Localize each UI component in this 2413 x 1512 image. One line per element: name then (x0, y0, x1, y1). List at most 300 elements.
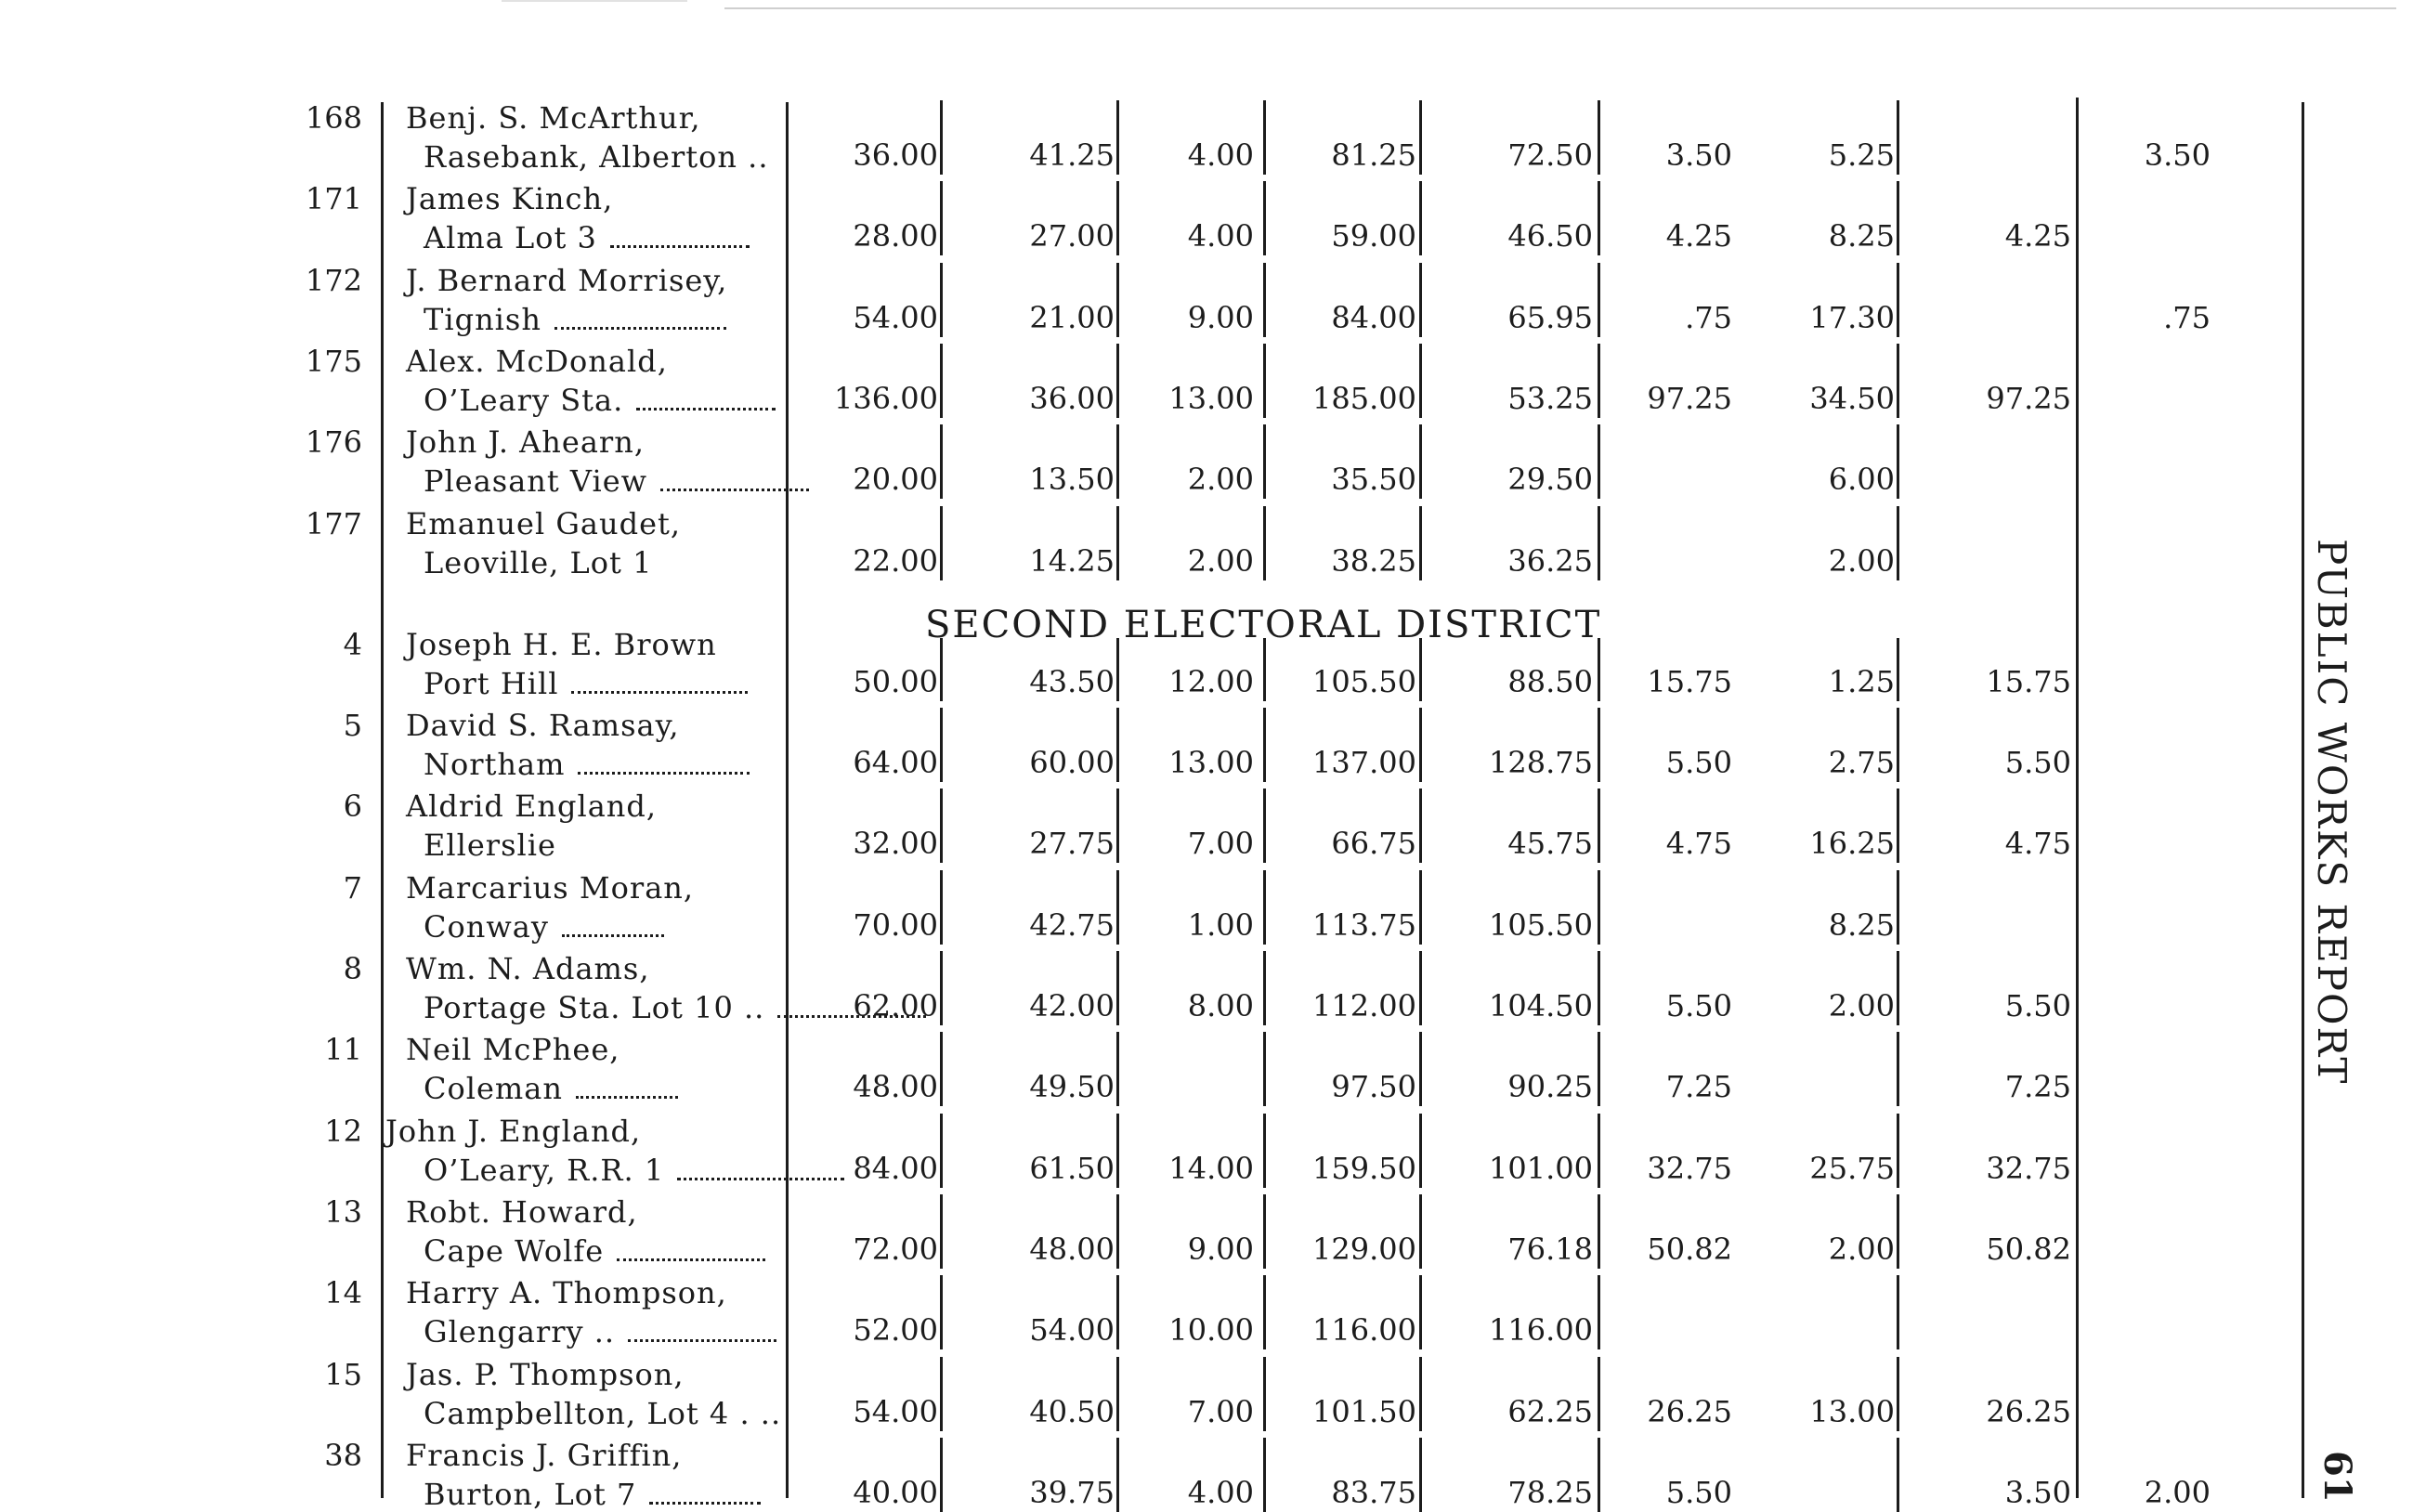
amount-cell: 84.00 (1331, 299, 1416, 335)
amount-cell: 59.00 (1331, 218, 1416, 254)
amount-cell: 26.25 (1986, 1393, 2071, 1429)
column-tick (1116, 638, 1119, 701)
amount-cell: 7.25 (1665, 1069, 1732, 1105)
district-heading: SECOND ELECTORAL DISTRICT (925, 604, 1602, 646)
column-tick (1419, 638, 1422, 701)
amount-cell: 2.00 (1187, 462, 1254, 498)
column-tick (1263, 263, 1266, 337)
row-address (424, 1071, 678, 1106)
column-tick (1598, 789, 1600, 863)
amount-cell: 76.18 (1507, 1231, 1593, 1267)
row-number: 15 (324, 1356, 362, 1392)
row-address (424, 1153, 844, 1188)
column-tick (1897, 870, 1899, 945)
row-address (424, 139, 768, 175)
amount-cell: 2.00 (1828, 988, 1895, 1023)
amount-cell: 5.50 (1665, 1474, 1732, 1510)
amount-cell: 129.00 (1312, 1231, 1416, 1267)
amount-cell: 48.00 (853, 1069, 938, 1105)
row-number: 12 (324, 1113, 362, 1149)
column-tick (1897, 1114, 1899, 1188)
row-address-text: Conway (424, 908, 549, 945)
amount-cell: 81.25 (1331, 137, 1416, 173)
amount-cell: 45.75 (1507, 826, 1593, 862)
amount-cell: 62.25 (1507, 1393, 1593, 1429)
amount-cell: 36.00 (853, 137, 938, 173)
amount-cell: 72.50 (1507, 137, 1593, 173)
column-tick (1419, 1194, 1422, 1269)
column-tick (1419, 1114, 1422, 1188)
amount-cell: 3.50 (2144, 137, 2211, 173)
row-name: David S. Ramsay, (406, 708, 680, 744)
column-tick (1263, 181, 1266, 255)
column-tick (1419, 870, 1422, 945)
amount-cell: 97.25 (1986, 380, 2071, 416)
column-tick (940, 344, 943, 418)
amount-cell: 4.75 (1665, 826, 1732, 862)
amount-cell: 15.75 (1647, 663, 1732, 699)
row-number: 172 (305, 262, 362, 298)
column-tick (1263, 870, 1266, 945)
amount-cell: 2.00 (1828, 542, 1895, 579)
row-number: 5 (343, 708, 362, 744)
amount-cell: 10.00 (1168, 1312, 1254, 1349)
row-name: Emanuel Gaudet, (406, 505, 682, 541)
column-tick (940, 263, 943, 337)
amount-cell: 28.00 (853, 218, 938, 254)
column-tick (1116, 708, 1119, 782)
amount-cell: 2.00 (1828, 1231, 1895, 1267)
amount-cell: 40.00 (853, 1474, 938, 1510)
column-tick (1598, 1194, 1600, 1269)
column-tick (940, 789, 943, 863)
row-name: Alex. McDonald, (406, 343, 668, 379)
row-number: 11 (324, 1032, 362, 1068)
column-tick (1897, 344, 1899, 418)
amount-cell: 136.00 (834, 380, 938, 416)
amount-cell: 4.00 (1187, 218, 1254, 254)
column-tick (1897, 1194, 1899, 1269)
amount-cell: 32.75 (1647, 1150, 1732, 1186)
amount-cell: 6.00 (1828, 462, 1895, 498)
row-address (424, 909, 664, 945)
amount-cell: 52.00 (853, 1312, 938, 1349)
row-address (424, 666, 748, 701)
column-tick (1598, 1357, 1600, 1431)
amount-cell: 40.50 (1029, 1393, 1115, 1429)
row-address-text: Tignish (424, 301, 541, 337)
amount-cell: 65.95 (1507, 299, 1593, 335)
leader-dots (562, 925, 664, 937)
page-number: 61 (2315, 1451, 2359, 1503)
amount-cell: 42.75 (1029, 906, 1115, 943)
column-tick (1897, 708, 1899, 782)
amount-cell: 35.50 (1331, 462, 1416, 498)
amount-cell: 39.75 (1029, 1474, 1115, 1510)
row-number: 171 (305, 181, 362, 217)
row-address-text: Cape Wolfe (424, 1232, 605, 1269)
column-tick (940, 1357, 943, 1431)
amount-cell: 54.00 (853, 1393, 938, 1429)
row-name: J. Bernard Morrisey, (406, 262, 728, 298)
column-tick (1598, 1032, 1600, 1106)
column-tick (1116, 263, 1119, 337)
amount-cell: 48.00 (1029, 1231, 1115, 1267)
leader-dots (571, 682, 748, 694)
amount-cell: 101.00 (1489, 1150, 1593, 1186)
amount-cell: 26.25 (1647, 1393, 1732, 1429)
amount-cell: 20.00 (853, 462, 938, 498)
leader-dots (649, 1492, 761, 1505)
row-name: Francis J. Griffin, (406, 1437, 683, 1473)
column-tick (1897, 263, 1899, 337)
column-tick (1598, 638, 1600, 701)
top-edge-rule (724, 7, 2396, 9)
amount-cell: 13.00 (1809, 1393, 1895, 1429)
row-number: 6 (343, 789, 362, 825)
column-rule-number (381, 102, 384, 1498)
column-tick (1598, 344, 1600, 418)
column-tick (1598, 870, 1600, 945)
amount-cell: 62.00 (853, 988, 938, 1023)
amount-cell: 50.00 (853, 663, 938, 699)
column-tick (940, 951, 943, 1025)
amount-cell: .75 (2163, 299, 2211, 335)
amount-cell: 101.50 (1312, 1393, 1416, 1429)
leader-dots (554, 318, 726, 330)
amount-cell: 2.00 (2144, 1474, 2211, 1510)
amount-cell: 50.82 (1986, 1231, 2071, 1267)
row-name: Harry A. Thompson, (406, 1275, 727, 1311)
column-tick (1116, 951, 1119, 1025)
amount-cell: 49.50 (1029, 1069, 1115, 1105)
row-name: Benj. S. McArthur, (406, 100, 701, 136)
column-rule-name (786, 102, 789, 1498)
column-tick (1116, 1032, 1119, 1106)
amount-cell: 61.50 (1029, 1150, 1115, 1186)
column-tick (1116, 100, 1119, 175)
amount-cell: 116.00 (1312, 1312, 1416, 1349)
column-tick (1263, 638, 1266, 701)
column-tick (1419, 789, 1422, 863)
amount-cell: 12.00 (1168, 663, 1254, 699)
amount-cell: 34.50 (1809, 380, 1895, 416)
column-tick (1263, 100, 1266, 175)
amount-cell: 27.75 (1029, 826, 1115, 862)
column-tick (1419, 263, 1422, 337)
row-address (424, 1396, 781, 1431)
amount-cell: 5.50 (1665, 745, 1732, 781)
row-address (424, 1314, 776, 1349)
column-tick (1598, 1114, 1600, 1188)
column-tick (1598, 1275, 1600, 1349)
amount-cell: 32.00 (853, 826, 938, 862)
column-tick (1897, 181, 1899, 255)
column-tick (1419, 1032, 1422, 1106)
amount-cell: 1.25 (1828, 663, 1895, 699)
amount-cell: 104.50 (1489, 988, 1593, 1023)
row-name: Marcarius Moran, (406, 869, 695, 906)
amount-cell: 54.00 (1029, 1312, 1115, 1349)
column-tick (940, 1275, 943, 1349)
amount-cell: 137.00 (1312, 745, 1416, 781)
column-tick (1419, 708, 1422, 782)
amount-cell: 4.25 (1665, 218, 1732, 254)
row-address-text: Rasebank, Alberton .. (424, 139, 769, 175)
row-address (424, 463, 809, 499)
column-tick (1419, 100, 1422, 175)
column-tick (1263, 424, 1266, 499)
amount-cell: 4.00 (1187, 137, 1254, 173)
row-address (424, 1477, 761, 1512)
row-address-text: Ellerslie (424, 828, 556, 864)
row-address-text: Alma Lot 3 (424, 220, 597, 256)
amount-cell: 185.00 (1312, 380, 1416, 416)
amount-cell: 32.75 (1986, 1150, 2071, 1186)
side-title: PUBLIC WORKS REPORT (2309, 539, 2354, 1086)
column-tick (1419, 1275, 1422, 1349)
amount-cell: 14.00 (1168, 1150, 1254, 1186)
amount-cell: 72.00 (853, 1231, 938, 1267)
row-name: Aldrid England, (406, 789, 658, 825)
column-tick (1263, 1032, 1266, 1106)
column-tick (1263, 951, 1266, 1025)
row-number: 177 (305, 505, 362, 541)
column-tick (1116, 1438, 1119, 1512)
column-tick (1263, 708, 1266, 782)
row-address-text: O’Leary, R.R. 1 (424, 1152, 665, 1188)
amount-cell: 60.00 (1029, 745, 1115, 781)
row-address-text: Burton, Lot 7 (424, 1476, 637, 1512)
column-tick (1263, 1194, 1266, 1269)
row-name: Robt. Howard, (406, 1193, 638, 1230)
column-tick (940, 638, 943, 701)
row-name: Joseph H. E. Brown (406, 626, 717, 662)
amount-cell: 7.00 (1187, 1393, 1254, 1429)
column-tick (1897, 1438, 1899, 1512)
amount-cell: 15.75 (1986, 663, 2071, 699)
row-number: 168 (305, 100, 362, 136)
column-tick (1263, 1438, 1266, 1512)
amount-cell: 70.00 (853, 906, 938, 943)
amount-cell: 8.25 (1828, 906, 1895, 943)
row-address-text: Campbellton, Lot 4 . .. (424, 1395, 782, 1431)
amount-cell: 7.25 (2004, 1069, 2071, 1105)
amount-cell: 5.50 (2004, 745, 2071, 781)
row-name: John J. Ahearn, (406, 424, 645, 461)
column-tick (1116, 870, 1119, 945)
row-number: 14 (324, 1275, 362, 1311)
row-name: Neil McPhee, (406, 1032, 620, 1068)
amount-cell: 105.50 (1312, 663, 1416, 699)
row-address (424, 1233, 765, 1269)
column-tick (940, 1438, 943, 1512)
amount-cell: 3.50 (2004, 1474, 2071, 1510)
amount-cell: 1.00 (1187, 906, 1254, 943)
amount-cell: 3.50 (1665, 137, 1732, 173)
amount-cell: 78.25 (1507, 1474, 1593, 1510)
amount-cell: 29.50 (1507, 462, 1593, 498)
column-tick (1598, 708, 1600, 782)
column-tick (1116, 1194, 1119, 1269)
leader-dots (617, 1249, 765, 1261)
amount-cell: 14.25 (1029, 542, 1115, 579)
amount-cell: 43.50 (1029, 663, 1115, 699)
column-tick (1598, 1438, 1600, 1512)
amount-cell: 8.00 (1187, 988, 1254, 1023)
row-name: James Kinch, (406, 181, 614, 217)
row-number: 4 (343, 626, 362, 662)
amount-cell: 97.50 (1331, 1069, 1416, 1105)
amount-cell: 90.25 (1507, 1069, 1593, 1105)
row-number: 7 (343, 869, 362, 906)
amount-cell: 54.00 (853, 299, 938, 335)
amount-cell: 64.00 (853, 745, 938, 781)
column-tick (1419, 1438, 1422, 1512)
amount-cell: 116.00 (1489, 1312, 1593, 1349)
amount-cell: 128.75 (1489, 745, 1593, 781)
amount-cell: 66.75 (1331, 826, 1416, 862)
column-tick (1116, 506, 1119, 580)
amount-cell: 13.50 (1029, 462, 1115, 498)
amount-cell: 2.00 (1187, 542, 1254, 579)
leader-dots (578, 763, 750, 775)
column-tick (940, 181, 943, 255)
column-tick (1897, 1275, 1899, 1349)
column-tick (1598, 181, 1600, 255)
column-tick (1263, 1114, 1266, 1188)
row-address (424, 383, 776, 418)
column-tick (1598, 506, 1600, 580)
column-tick (1897, 1032, 1899, 1106)
row-name: Wm. N. Adams, (406, 951, 650, 986)
column-tick (1263, 1275, 1266, 1349)
amount-cell: 4.25 (2004, 218, 2071, 254)
column-tick (1897, 638, 1899, 701)
amount-cell: 5.50 (2004, 988, 2071, 1023)
column-tick (1897, 506, 1899, 580)
amount-cell: 8.25 (1828, 218, 1895, 254)
row-address-text: Coleman (424, 1071, 563, 1107)
row-number: 175 (305, 343, 362, 379)
amount-cell: 42.00 (1029, 988, 1115, 1023)
row-name: Jas. P. Thompson, (406, 1356, 685, 1392)
amount-cell: 97.25 (1647, 380, 1732, 416)
column-tick (1116, 1114, 1119, 1188)
column-tick (1897, 100, 1899, 175)
amount-cell: 105.50 (1489, 906, 1593, 943)
amount-cell: 88.50 (1507, 663, 1593, 699)
row-address (424, 828, 556, 863)
amount-cell: 38.25 (1331, 542, 1416, 579)
column-tick (940, 424, 943, 499)
column-rule-right (2302, 102, 2304, 1498)
amount-cell: 21.00 (1029, 299, 1115, 335)
amount-cell: 9.00 (1187, 1231, 1254, 1267)
column-tick (940, 1114, 943, 1188)
row-address-text: Glengarry .. (424, 1314, 616, 1350)
column-tick (940, 870, 943, 945)
row-number: 8 (343, 951, 362, 986)
amount-cell: 13.00 (1168, 745, 1254, 781)
row-address-text: Portage Sta. Lot 10 .. (424, 990, 765, 1025)
leader-dots (660, 479, 809, 491)
row-number: 38 (324, 1437, 362, 1473)
column-tick (1116, 1275, 1119, 1349)
column-tick (1598, 100, 1600, 175)
row-address-text: O’Leary Sta. (424, 382, 624, 418)
amount-cell: 83.75 (1331, 1474, 1416, 1510)
row-address (424, 545, 652, 580)
column-tick (1263, 789, 1266, 863)
amount-cell: 84.00 (853, 1150, 938, 1186)
column-tick (1116, 424, 1119, 499)
amount-cell: 7.00 (1187, 826, 1254, 862)
column-tick (1419, 951, 1422, 1025)
column-tick (1598, 951, 1600, 1025)
column-tick (1419, 1357, 1422, 1431)
amount-cell: 36.00 (1029, 380, 1115, 416)
amount-cell: 159.50 (1312, 1150, 1416, 1186)
amount-cell: 46.50 (1507, 218, 1593, 254)
column-tick (1897, 789, 1899, 863)
amount-cell: 9.00 (1187, 299, 1254, 335)
leader-dots (610, 236, 750, 248)
amount-cell: 4.75 (2004, 826, 2071, 862)
column-tick (1598, 424, 1600, 499)
top-edge-mark (502, 0, 687, 2)
column-tick (940, 708, 943, 782)
leader-dots (628, 1330, 776, 1342)
amount-cell: 53.25 (1507, 380, 1593, 416)
row-name: John J. England, (385, 1113, 642, 1149)
column-tick (940, 100, 943, 175)
amount-cell: 36.25 (1507, 542, 1593, 579)
column-tick (1897, 424, 1899, 499)
column-tick (940, 1032, 943, 1106)
row-number: 13 (324, 1193, 362, 1230)
column-tick (1116, 789, 1119, 863)
column-tick (1116, 344, 1119, 418)
amount-cell: 13.00 (1168, 380, 1254, 416)
amount-cell: 41.25 (1029, 137, 1115, 173)
column-tick (1263, 344, 1266, 418)
column-tick (1897, 951, 1899, 1025)
amount-cell: 22.00 (853, 542, 938, 579)
column-tick (1419, 506, 1422, 580)
column-tick (1419, 181, 1422, 255)
amount-cell: 4.00 (1187, 1474, 1254, 1510)
amount-cell: 16.25 (1809, 826, 1895, 862)
amount-cell: 5.25 (1828, 137, 1895, 173)
amount-cell: 27.00 (1029, 218, 1115, 254)
column-tick (940, 506, 943, 580)
leader-dots (636, 398, 776, 411)
column-tick (1116, 181, 1119, 255)
column-tick (1897, 1357, 1899, 1431)
amount-cell: 112.00 (1312, 988, 1416, 1023)
row-address (424, 220, 750, 255)
amount-cell: 2.75 (1828, 745, 1895, 781)
row-address-text: Leoville, Lot 1 (424, 544, 653, 580)
amount-cell: 5.50 (1665, 988, 1732, 1023)
amount-cell: 50.82 (1647, 1231, 1732, 1267)
row-address-text: Port Hill (424, 665, 559, 701)
column-tick (940, 1194, 943, 1269)
row-number: 176 (305, 424, 362, 461)
column-tick (1419, 344, 1422, 418)
amount-cell: 17.30 (1809, 299, 1895, 335)
